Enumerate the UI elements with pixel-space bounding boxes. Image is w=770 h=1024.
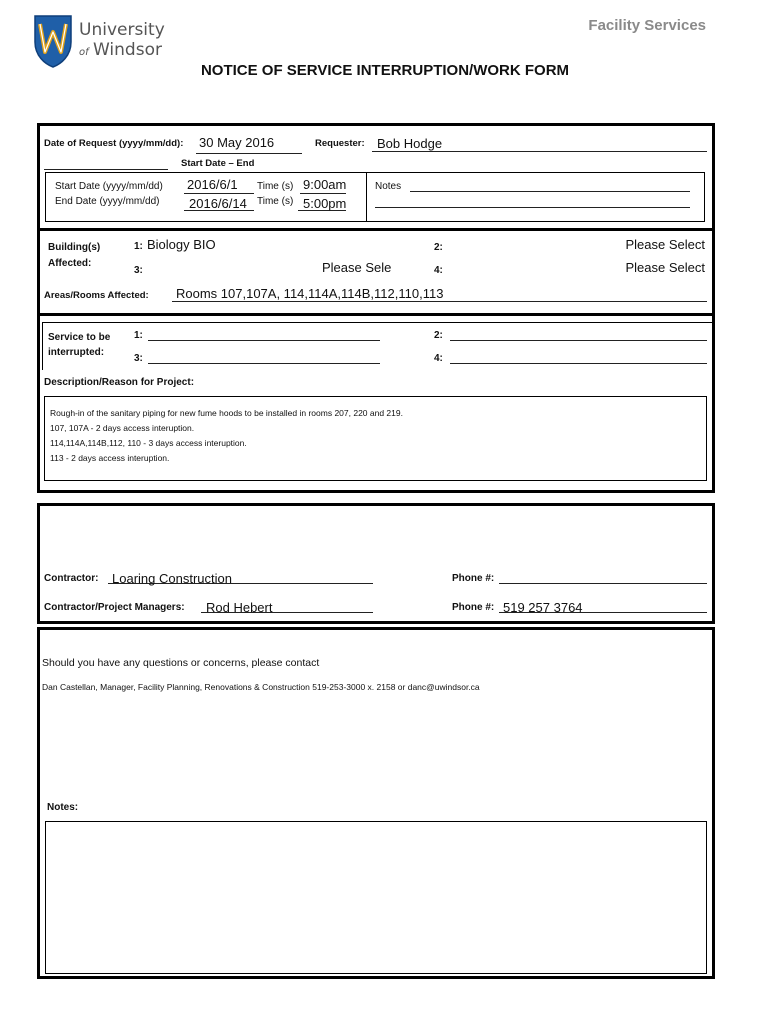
contact-details: Dan Castellan, Manager, Facility Planning, Renovations & Construction 519-253-3000 x. 2158 or danc@uwindsor.ca [42,682,480,692]
service-3-number: 3: [134,353,143,364]
start-time-label: Time (s) [257,181,294,192]
building-1-select[interactable]: Biology BIO [147,237,216,252]
date-of-request-label: Date of Request (yyyy/mm/dd): [44,138,184,149]
building-3-number: 3: [134,265,143,276]
notes-section-label: Notes: [47,802,79,813]
service-label: Service to be [48,332,111,343]
date-of-request-field[interactable]: 30 May 2016 [199,135,275,150]
building-2-number: 2: [434,242,443,253]
interrupted-label: interrupted: [48,347,105,358]
end-date-label: End Date (yyyy/mm/dd) [55,196,160,207]
end-time-field[interactable]: 5:00pm [303,196,347,211]
building-3-select[interactable]: Please Sele [322,260,392,275]
building-2-select[interactable]: Please Select [625,237,705,252]
areas-rooms-label: Areas/Rooms Affected: [44,290,149,301]
affected-label: Affected: [48,258,92,269]
contact-intro: Should you have any questions or concerns, please contact [42,657,320,669]
service-1-field[interactable] [148,340,380,341]
description-line: 114,114A,114B,112, 110 - 3 days access interuption. [50,438,247,448]
phone-label-2: Phone #: [452,602,495,613]
contractor-field[interactable]: Loaring Construction [112,571,232,586]
start-time-field[interactable]: 9:00am [303,177,347,192]
service-3-field[interactable] [148,363,380,364]
notes-field-line-2[interactable] [375,207,690,208]
description-line: 107, 107A - 2 days access interuption. [50,423,195,433]
description-line: Rough-in of the sanitary piping for new fume hoods to be installed in rooms 207, 220 and 219. [50,408,403,418]
service-4-field[interactable] [450,363,707,364]
phone-field-1[interactable] [499,583,707,584]
project-manager-field[interactable]: Rod Hebert [206,600,273,615]
start-end-date-label: Start Date – End [181,158,255,169]
requester-field[interactable]: Bob Hodge [377,136,443,151]
end-date-field[interactable]: 2016/6/14 [189,196,247,211]
logo-text-of: of [79,47,89,58]
building-1-number: 1: [134,241,143,252]
logo-text-windsor: Windsor [93,40,162,60]
end-time-label: Time (s) [257,196,294,207]
buildings-label: Building(s) [48,242,101,253]
service-4-number: 4: [434,353,443,364]
contractor-label: Contractor: [44,573,99,584]
notes-field-line-1[interactable] [410,191,690,192]
notes-box[interactable] [45,821,707,974]
description-text [50,406,403,466]
start-date-label: Start Date (yyyy/mm/dd) [55,181,163,192]
page-title: NOTICE OF SERVICE INTERRUPTION/WORK FORM [200,62,570,79]
building-4-number: 4: [434,265,443,276]
description-line: 113 - 2 days access interuption. [50,453,170,463]
notes-label: Notes [375,181,402,192]
service-1-number: 1: [134,330,143,341]
service-2-number: 2: [434,330,443,341]
description-label: Description/Reason for Project: [44,377,195,388]
university-crest-icon [33,14,73,68]
project-manager-label: Contractor/Project Managers: [44,602,185,613]
service-2-field[interactable] [450,340,707,341]
building-4-select[interactable]: Please Select [625,260,705,275]
phone-field-2[interactable]: 519 257 3764 [503,600,583,615]
department-name: Facility Services [588,17,706,34]
logo-text-university: University [79,20,165,40]
phone-label-1: Phone #: [452,573,495,584]
areas-rooms-field[interactable]: Rooms 107,107A, 114,114A,114B,112,110,113 [176,286,444,301]
requester-label: Requester: [315,138,365,149]
start-date-field[interactable]: 2016/6/1 [187,177,238,192]
